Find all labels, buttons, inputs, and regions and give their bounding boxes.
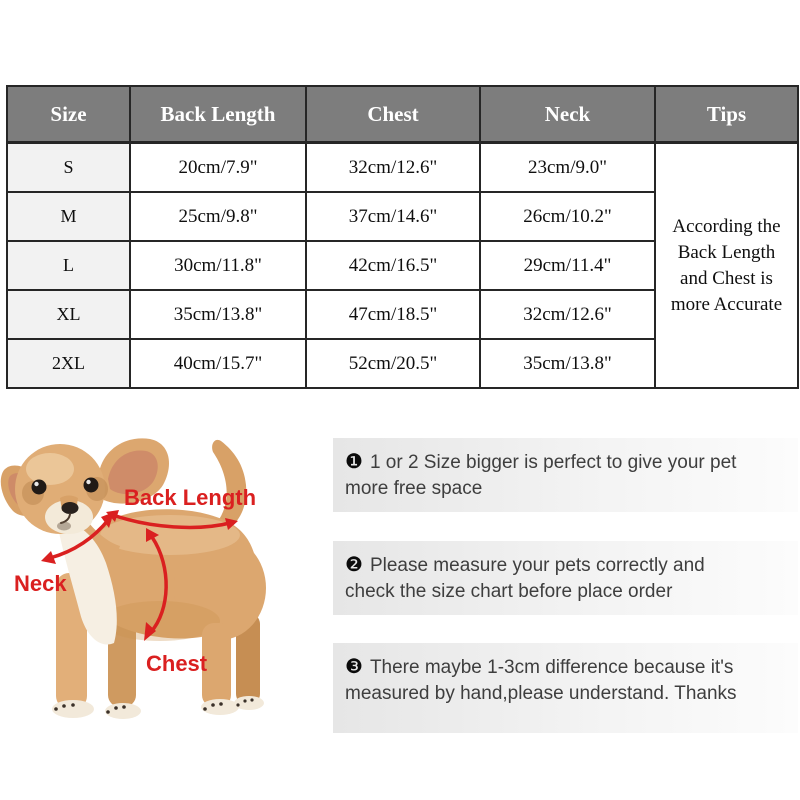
circled-3-icon: ❸ bbox=[345, 654, 363, 678]
cell-back-length: 20cm/7.9" bbox=[130, 143, 306, 193]
dog-chin-shadow bbox=[57, 522, 71, 531]
note-text-3: There maybe 1-3cm difference because it's measured by hand,please understand. Thanks bbox=[345, 657, 737, 704]
circled-2-icon: ❷ bbox=[345, 552, 363, 576]
cell-chest: 47cm/18.5" bbox=[306, 290, 480, 339]
cell-back-length: 35cm/13.8" bbox=[130, 290, 306, 339]
note-text-2: Please measure your pets correctly and check the size chart before place order bbox=[345, 555, 705, 602]
dog-nose bbox=[62, 502, 79, 514]
cell-size: 2XL bbox=[7, 339, 130, 388]
col-header-tips: Tips bbox=[655, 86, 798, 143]
cell-size: S bbox=[7, 143, 130, 193]
col-header-neck: Neck bbox=[480, 86, 655, 143]
cell-back-length: 40cm/15.7" bbox=[130, 339, 306, 388]
dog-forehead-highlight bbox=[26, 453, 74, 485]
size-chart-table bbox=[6, 85, 799, 389]
col-header-back-length: Back Length bbox=[130, 86, 306, 143]
dog-eye-left-highlight bbox=[34, 482, 38, 486]
dog-back-highlight bbox=[100, 515, 240, 555]
dog-illustration bbox=[0, 425, 330, 745]
back-length-label: Back Length bbox=[124, 485, 257, 510]
cell-neck: 26cm/10.2" bbox=[480, 192, 655, 241]
dog-eye-right bbox=[84, 478, 99, 493]
cell-chest: 52cm/20.5" bbox=[306, 339, 480, 388]
circled-1-icon: ❶ bbox=[345, 449, 363, 473]
cell-chest: 32cm/12.6" bbox=[306, 143, 480, 193]
cell-size: XL bbox=[7, 290, 130, 339]
cell-back-length: 30cm/11.8" bbox=[130, 241, 306, 290]
table-row bbox=[7, 143, 798, 193]
dog-eye-left bbox=[32, 480, 47, 495]
dog-eye-right-highlight bbox=[86, 480, 90, 484]
cell-size: M bbox=[7, 192, 130, 241]
cell-neck: 35cm/13.8" bbox=[480, 339, 655, 388]
col-header-chest: Chest bbox=[306, 86, 480, 143]
chest-label: Chest bbox=[146, 651, 208, 676]
cell-neck: 29cm/11.4" bbox=[480, 241, 655, 290]
cell-chest: 42cm/16.5" bbox=[306, 241, 480, 290]
cell-size: L bbox=[7, 241, 130, 290]
cell-neck: 23cm/9.0" bbox=[480, 143, 655, 193]
dog-measurement-figure bbox=[0, 425, 330, 745]
cell-neck: 32cm/12.6" bbox=[480, 290, 655, 339]
note-item-2 bbox=[333, 541, 798, 615]
note-text-1: 1 or 2 Size bigger is perfect to give your pet more free space bbox=[345, 452, 737, 499]
tips-note-cell: According the Back Length and Chest is more Accurate bbox=[655, 143, 798, 389]
col-header-size: Size bbox=[7, 86, 130, 143]
cell-back-length: 25cm/9.8" bbox=[130, 192, 306, 241]
note-item-1 bbox=[333, 438, 798, 512]
table-header-row bbox=[7, 86, 798, 143]
neck-label: Neck bbox=[14, 571, 67, 596]
note-item-3 bbox=[333, 643, 798, 733]
cell-chest: 37cm/14.6" bbox=[306, 192, 480, 241]
